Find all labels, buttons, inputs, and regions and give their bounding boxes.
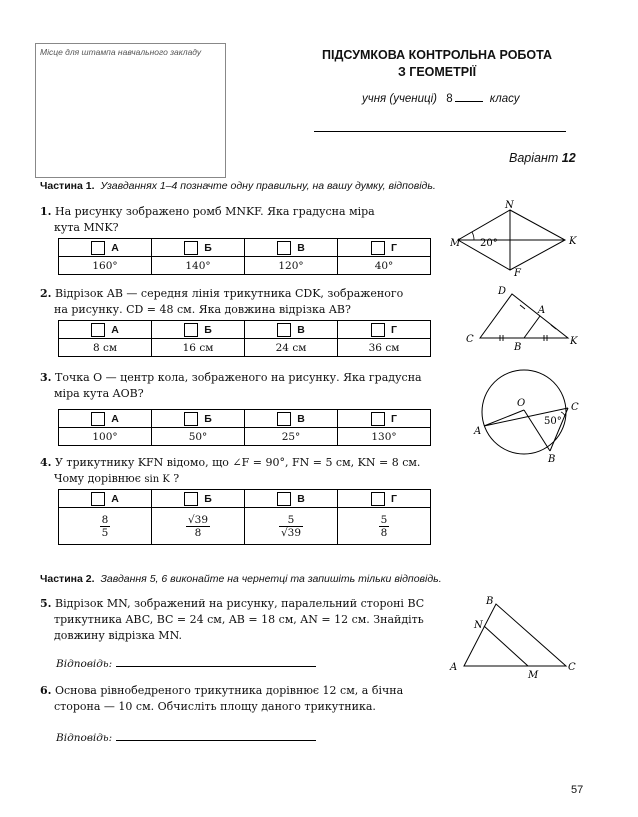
q6-answer-field[interactable] [116,730,316,741]
checkbox[interactable] [277,323,291,337]
q4-answer-v: $\frac{5}{√39}$ [245,508,338,545]
q6-answer-row [56,730,316,744]
q6-answer-label: Відповідь: [56,732,113,744]
question-5 [40,596,440,644]
part2-label: Частина 2. [40,573,95,585]
q5-answer-row [56,656,316,670]
q1-label-f: F [514,268,521,278]
q6-text-line2: сторона — 10 см. Обчисліть площу даного трикутника. [54,700,376,713]
q4-option-b[interactable]: Б [152,490,245,508]
q2-answer-v: 24 см [245,339,338,357]
q5-answer-field[interactable] [116,656,316,667]
checkbox[interactable] [184,323,198,337]
grade-number: 8 [446,93,453,105]
q2-label-d: D [498,286,507,297]
q1-angle-label: 20° [480,238,498,249]
page-title [277,47,597,81]
page-number: 57 [571,784,584,796]
q2-answer-b: 16 см [152,339,245,357]
q5-label-c: C [568,662,576,673]
variant [509,151,576,165]
checkbox[interactable] [371,323,385,337]
title-line-1: ПІДСУМКОВА КОНТРОЛЬНА РОБОТА [321,48,553,62]
part1-heading [40,180,436,192]
q2-answer-g: 36 см [338,339,431,357]
q1-label-k: K [569,236,577,247]
q2-answer-table [58,320,431,357]
q4-option-v[interactable]: В [245,490,338,508]
q1-answer-a: 160° [59,257,152,275]
q2-label-k: K [570,336,578,347]
q3-circle-figure [468,366,592,462]
q3-label-a: A [474,426,482,437]
q5-answer-label: Відповідь: [56,658,113,670]
q3-number: 3. [40,371,52,384]
q1-text-line1: На рисунку зображено ромб MNKF. Яка градусна міра [54,205,375,218]
q2-option-a[interactable]: А [59,321,152,339]
q3-option-b[interactable]: Б [152,410,245,428]
question-6 [40,683,440,715]
q3-answer-table [58,409,431,446]
q3-label-o: O [517,398,526,409]
variant-number: 12 [561,151,576,165]
question-3 [40,370,450,402]
q5-label-b: B [486,596,494,607]
q3-option-a[interactable]: А [59,410,152,428]
q4-answer-b: $\frac{√39}{8}$ [152,508,245,545]
q2-triangle-figure [462,282,592,354]
q4-text-line1: У трикутнику KFN відомо, що ∠F = 90°, FN = 5 см, KN = 8 см. [54,456,421,469]
q3-answer-v: 25° [245,428,338,446]
q4-option-a[interactable]: А [59,490,152,508]
q3-angle-label: 50° [544,416,562,427]
checkbox[interactable] [371,412,385,426]
q1-rhombus-figure [450,198,590,278]
q2-option-v[interactable]: В [245,321,338,339]
checkbox[interactable] [91,492,105,506]
checkbox[interactable] [91,241,105,255]
q1-option-v[interactable]: В [245,239,338,257]
student-line [362,93,519,105]
q6-number: 6. [40,684,52,697]
part1-label: Частина 1. [40,180,95,192]
q3-label-c: C [571,402,579,413]
q5-label-m: M [528,670,539,680]
q2-answer-a: 8 см [59,339,152,357]
checkbox[interactable] [277,492,291,506]
q4-answer-a: $\frac{8}{5}$ [59,508,152,545]
q2-text-line1: Відрізок AB — середня лінія трикутника CDK, зображеного [54,287,404,300]
q5-triangle-figure [448,592,588,680]
q3-option-g[interactable]: Г [338,410,431,428]
part2-heading [40,573,442,585]
grade-suffix: класу [489,93,520,105]
checkbox[interactable] [91,412,105,426]
question-4 [40,455,460,488]
checkbox[interactable] [91,323,105,337]
q3-text-line2: міра кута AOB? [54,387,144,400]
q5-text-line2: трикутника ABC, BC = 24 см, AB = 18 см, AN = 12 см. Знайдіть [54,613,424,626]
q1-label-n: N [505,200,514,211]
q3-text-line1: Точка O — центр кола, зображеного на рисунку. Яка градусна [54,371,422,384]
checkbox[interactable] [277,241,291,255]
question-1 [40,204,450,236]
q3-option-v[interactable]: В [245,410,338,428]
q4-answer-g: $\frac{5}{8}$ [338,508,431,545]
q3-answer-g: 130° [338,428,431,446]
q4-text-line2: Чому дорівнює [54,472,141,485]
q1-answer-table [58,238,431,275]
q1-option-a[interactable]: А [59,239,152,257]
q1-option-g[interactable]: Г [338,239,431,257]
q3-answer-a: 100° [59,428,152,446]
part2-instruction: Завдання 5, 6 виконайте на чернетці та запишіть тільки відповідь. [100,573,442,585]
q1-option-b[interactable]: Б [152,239,245,257]
q3-label-b: B [548,454,556,462]
q2-text-line2: на рисунку. CD = 48 см. Яка довжина відрізка AB? [54,303,351,316]
grade-blank[interactable] [455,101,483,102]
student-prefix: учня (учениці) [362,93,437,105]
stamp-area [35,43,226,178]
q1-answer-b: 140° [152,257,245,275]
q4-question-mark: ? [173,472,180,485]
checkbox[interactable] [184,412,198,426]
q1-number: 1. [40,205,52,218]
q2-label-b: B [514,342,522,353]
q4-answer-table [58,489,431,545]
q1-answer-g: 40° [338,257,431,275]
title-line-2: З ГЕОМЕТРІЇ [397,65,477,79]
q6-text-line1: Основа рівнобедреного трикутника дорівнює 12 см, а бічна [54,684,404,697]
q2-label-a: A [538,305,546,316]
q1-text-line2: кута MNK? [54,221,119,234]
q2-option-g[interactable]: Г [338,321,431,339]
q5-label-a: A [450,662,458,673]
checkbox[interactable] [184,492,198,506]
part1-instruction: Узавданнях 1–4 позначте одну правильну, на вашу думку, відповідь. [100,180,436,192]
q5-label-n: N [474,620,483,631]
variant-label: Варіант [509,151,559,165]
q1-label-m: M [450,238,461,249]
student-name-line[interactable] [314,131,566,132]
q2-option-b[interactable]: Б [152,321,245,339]
q4-sin-k: sin K [144,474,170,485]
q2-label-c: C [466,334,474,345]
q5-text-line3: довжину відрізка MN. [54,629,182,642]
checkbox[interactable] [371,492,385,506]
q1-answer-v: 120° [245,257,338,275]
q3-answer-b: 50° [152,428,245,446]
question-2 [40,286,450,318]
q2-number: 2. [40,287,52,300]
q4-number: 4. [40,456,52,469]
q5-number: 5. [40,597,52,610]
checkbox[interactable] [184,241,198,255]
q5-text-line1: Відрізок MN, зображений на рисунку, паралельний стороні BC [54,597,425,610]
stamp-label: Місце для штампа навчального закладу [40,47,202,57]
checkbox[interactable] [277,412,291,426]
q4-option-g[interactable]: Г [338,490,431,508]
checkbox[interactable] [371,241,385,255]
